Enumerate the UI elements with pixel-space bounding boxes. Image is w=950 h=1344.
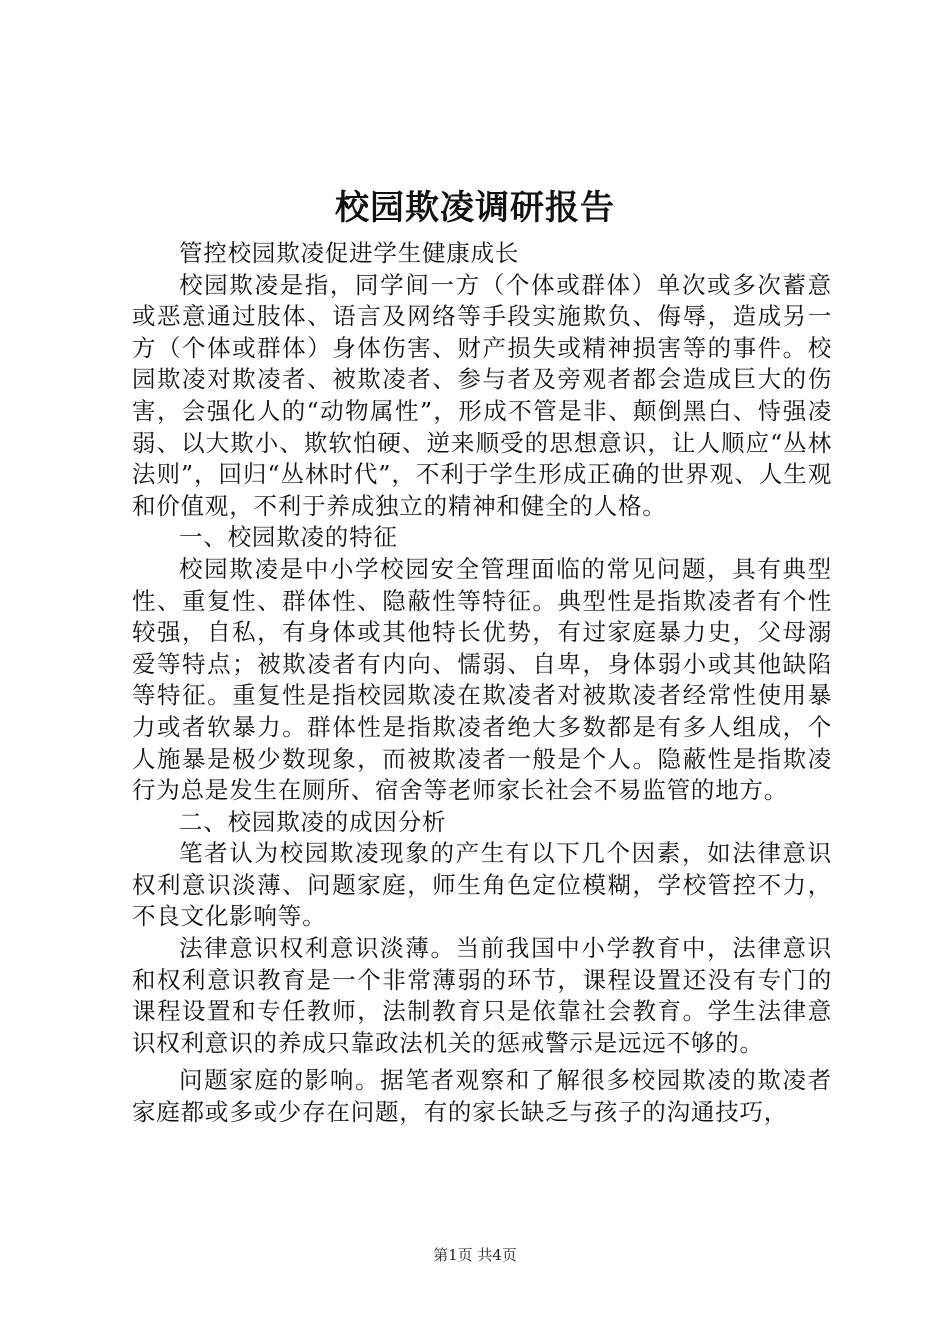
body-paragraph: 校园欺凌是指，同学间一方（个体或群体）单次或多次蓄意或恶意通过肢体、语言及网络等手段实施欺负、侮辱，造成另一方（个体或群体）身体伤害、财产损失或精神损害等的事件。校园欺凌对欺凌者、被欺凌者、参与者及旁观者都会造成巨大的伤害，会强化人的“动物属性”，形成不管是非、颠倒黑白、恃强凌弱、以大欺小、欺软怕硬、逆来顺受的思想意识，让人顺应“丛林法则”，回归“丛林时代”，不利于学生形成正确的世界观、人生观和价值观，不利于养成独立的精神和健全的人格。 bbox=[132, 270, 832, 520]
body-paragraph: 问题家庭的影响。据笔者观察和了解很多校园欺凌的欺凌者家庭都或多或少存在问题，有的家长缺乏与孩子的沟通技巧， bbox=[132, 1066, 832, 1127]
body-paragraph: 校园欺凌是中小学校园安全管理面临的常见问题，具有典型性、重复性、群体性、隐蔽性等特征。典型性是指欺凌者有个性较强，自私，有身体或其他特长优势，有过家庭暴力史，父母溺爱等特点；被欺凌者有内向、懦弱、自卑，身体弱小或其他缺陷等特征。重复性是指校园欺凌在欺凌者对被欺凌者经常性使用暴力或者软暴力。群体性是指欺凌者绝大多数都是有多人组成，个人施暴是极少数现象，而被欺凌者一般是个人。隐蔽性是指欺凌行为总是发生在厕所、宿舍等老师家长社会不易监管的地方。 bbox=[132, 554, 832, 805]
page-footer: 第1页 共4页 bbox=[433, 1246, 517, 1264]
section-heading: 二、校园欺凌的成因分析 bbox=[179, 807, 447, 836]
body-paragraph: 笔者认为校园欺凌现象的产生有以下几个因素，如法律意识权利意识淡薄、问题家庭，师生角色定位模糊，学校管控不力，不良文化影响等。 bbox=[132, 839, 832, 931]
document-body bbox=[132, 238, 832, 1129]
section-heading: 一、校园欺凌的特征 bbox=[179, 523, 398, 552]
body-paragraph: 法律意识权利意识淡薄。当前我国中小学教育中，法律意识和权利意识教育是一个非常薄弱的环节，课程设置还没有专门的课程设置和专任教师，法制教育只是依靠社会教育。学生法律意识权利意识的养成只靠政法机关的惩戒警示是远远不够的。 bbox=[132, 934, 832, 1057]
subtitle-paragraph: 管控校园欺凌促进学生健康成长 bbox=[179, 239, 520, 267]
document-title: 校园欺凌调研报告 bbox=[335, 188, 615, 228]
